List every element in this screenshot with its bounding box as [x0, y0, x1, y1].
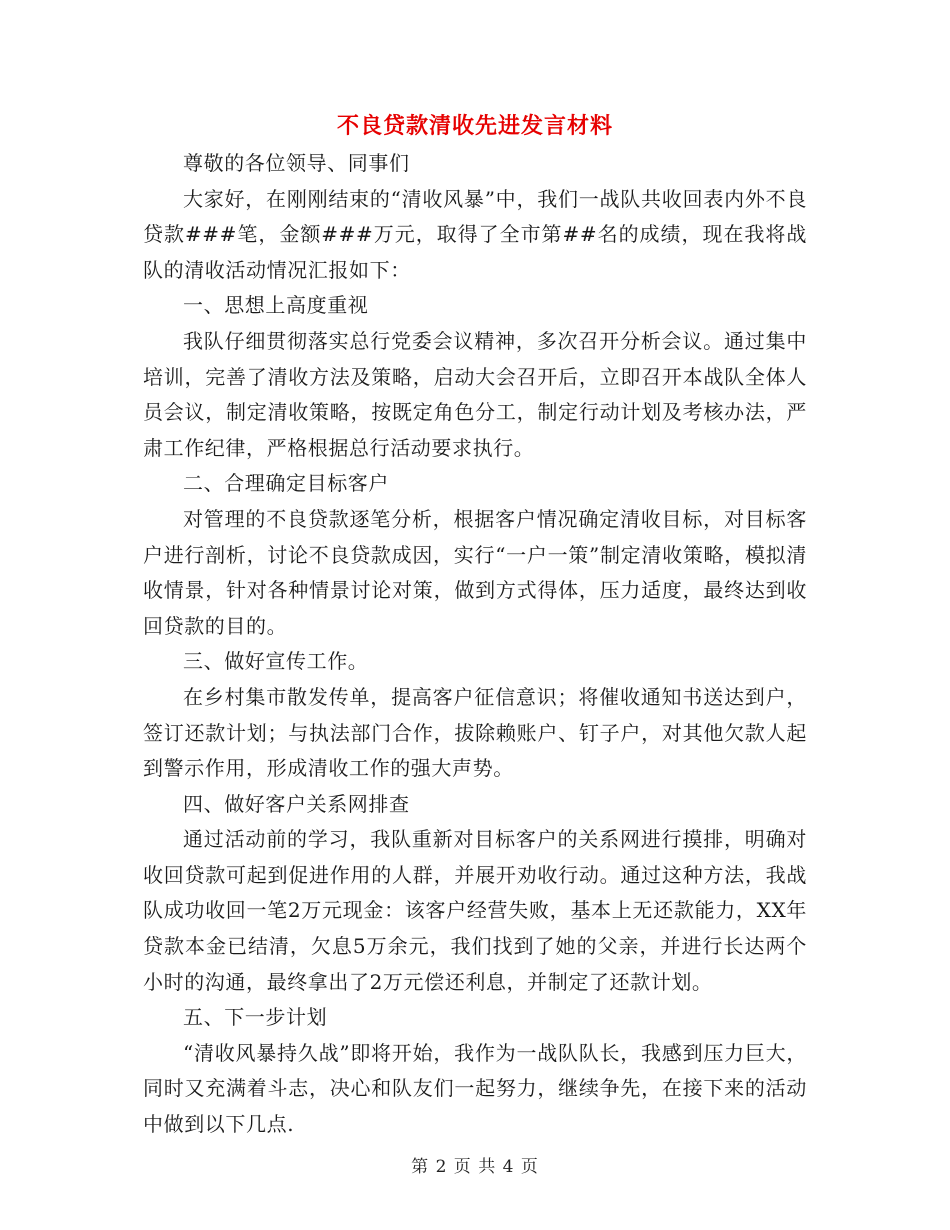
document-title: 不良贷款清收先进发言材料 — [336, 113, 613, 139]
document-body — [143, 146, 807, 1143]
page-footer: 第 2 页 共 4 页 — [411, 1157, 539, 1177]
section-heading-2: 二、合理确定目标客户 — [183, 471, 389, 496]
section-body-5: “清收风暴持久战”即将开始，我作为一战队队长，我感到压力巨大，同时又充满着斗志，决心和队友们一起努力，继续争先，在接下来的活动中做到以下几点. — [143, 1040, 807, 1137]
section-heading-1: 一、思想上高度重视 — [183, 293, 369, 318]
intro-paragraph: 大家好，在刚刚结束的“清收风暴”中，我们一战队共收回表内外不良贷款###笔，金额###万元，取得了全市第##名的成绩，现在我将战队的清收活动情况汇报如下： — [143, 186, 807, 282]
salutation-paragraph: 尊敬的各位领导、同事们 — [183, 151, 410, 175]
section-body-1: 我队仔细贯彻落实总行党委会议精神，多次召开分析会议。通过集中培训，完善了清收方法及策略，启动大会召开后，立即召开本战队全体人员会议，制定清收策略，按既定角色分工，制定行动计划及考核办法，严肃工作纪律，严格根据总行活动要求执行。 — [143, 328, 807, 460]
section-body-2: 对管理的不良贷款逐笔分析，根据客户情况确定清收目标，对目标客户进行剖析，讨论不良贷款成因，实行“一户一策”制定清收策略，模拟清收情景，针对各种情景讨论对策，做到方式得体，压力适度，最终达到收回贷款的目的。 — [143, 506, 807, 638]
section-heading-4: 四、做好客户关系网排查 — [183, 791, 410, 816]
section-body-4: 通过活动前的学习，我队重新对目标客户的关系网进行摸排，明确对收回贷款可起到促进作用的人群，并展开劝收行动。通过这种方法，我战队成功收回一笔2万元现金：该客户经营失败，基本上无还款能力，XX年贷款本金已结清，欠息5万余元，我们找到了她的父亲，并进行长达两个小时的沟通，最终拿出了2万元偿还利息，并制定了还款计划。 — [143, 827, 807, 994]
section-body-3: 在乡村集市散发传单，提高客户征信意识；将催收通知书送达到户，签订还款计划；与执法部门合作，拔除赖账户、钉子户，对其他欠款人起到警示作用，形成清收工作的强大声势。 — [143, 684, 807, 781]
section-heading-3: 三、做好宣传工作。 — [183, 649, 369, 674]
section-heading-5: 五、下一步计划 — [183, 1005, 328, 1030]
